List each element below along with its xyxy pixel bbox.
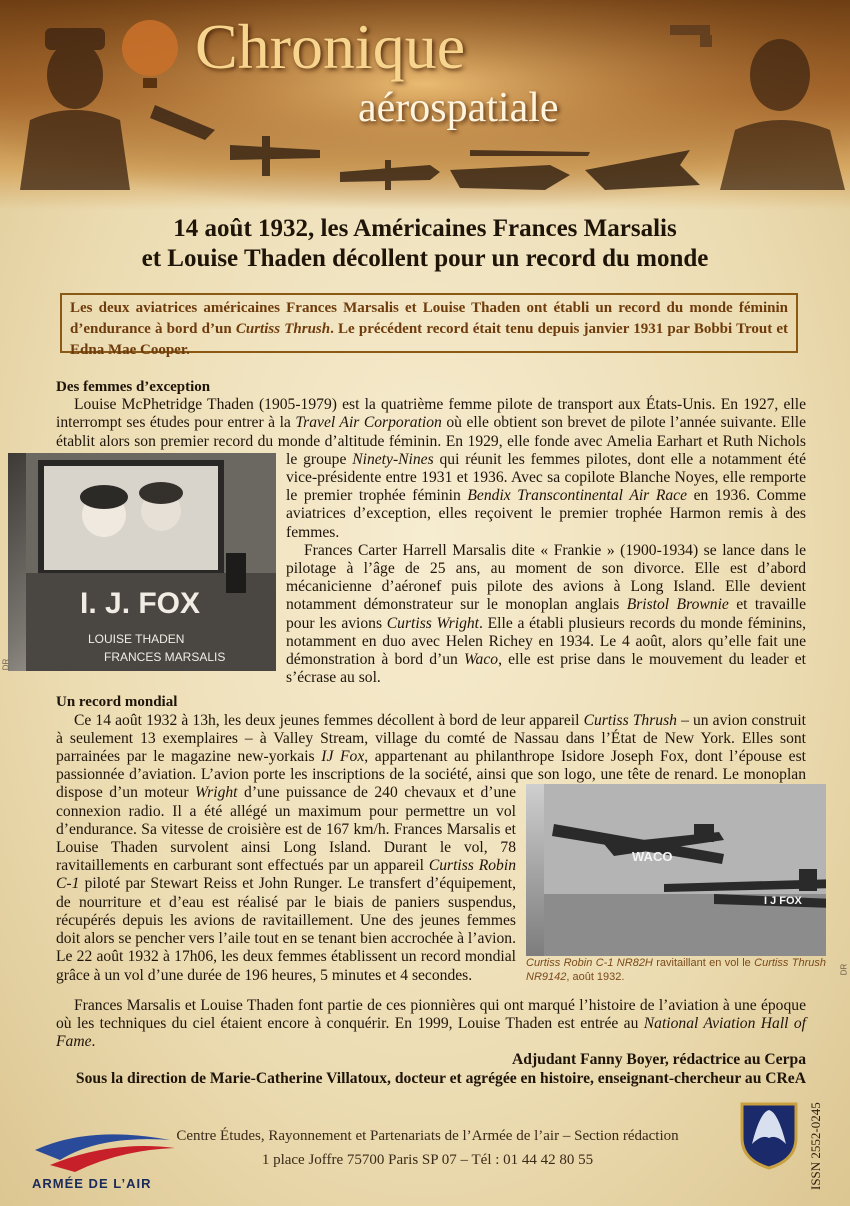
- paragraph-thaden-a: Louise McPhetridge Thaden (1905-1979) est la quatrième femme pilote de transport aux États-Unis. En 1927, elle interrompt ses études pour entrer à la Travel Air Corporation où elle obtient son brevet de pilote l’année suivante. Elle établit alors son premier record du monde d’altitude féminin. En 1929, elle fonde avec Amelia Earhart et Ruth Nichols le groupe I. J. FOX LOUISE THADEN FRANCES MARSALIS Ninety-Nines qui réunit les femmes pilotes, dont elle a notamment été vice-présidente entre 1931 et 1936. Avec sa copilote Blanche Noyes, elle remporte le premier trophée féminin Bendix Transcontinental Air Race en 1936. Comme aviatrices d’exception, elles reçoivent le premier trophée Harmon remis à des femmes.: [56, 396, 806, 542]
- lead-box: [60, 293, 798, 358]
- issn-number: ISSN 2552-0245: [808, 1102, 823, 1190]
- signature-direction: Sous la direction de Marie-Catherine Villatoux, docteur et agrégée en histoire, enseignant-chercheur au CReA: [75, 1069, 806, 1087]
- photo1-credit: DR: [1, 658, 11, 671]
- paragraph-conclusion: Frances Marsalis et Louise Thaden font partie de ces pionnières qui ont marqué l’histoire de l’aviation à une époque où les techniques du ciel étaient encore à conquérir. En 1999, Louise Thaden est entrée au National Aviation Hall of Fame.: [56, 996, 806, 1051]
- photo-aviatrices: [8, 453, 276, 671]
- section-title-1: Des femmes d’exception: [56, 379, 211, 395]
- section-title-2: Un record mondial: [56, 694, 178, 711]
- headline-line-2: et Louise Thaden décollent pour un record du monde: [141, 245, 709, 272]
- paragraph-record: Ce 14 août 1932 à 13h, les deux jeunes femmes décollent à bord de leur appareil Curtiss Thrush – un avion construit à seulement 13 exemplaires – à Valley Stream, village du comté de Nassau dans l’État de New York. Elles sont parrainées par le magazine new-yorkais IJ Fox, appartenant au philanthrope Isidore Joseph Fox, dont l’épouse est passionnée d’aviation. L’avion porte les inscriptions de la société, ainsi que son logo, une tête de renard. Le monoplan dispose d’un moteur WACO I J FOX Curtiss Robin C-1 NR82H ravitaillant en vol le Curtiss Thrush NR9142, août 1932. Wright d’une puissance de 240 chevaux et d’une connexion radio. Il a été allégé un maximum pour permettre un vol d’endurance. Sa vitesse de croisière est de 167 km/h. Frances Marsalis et Louise Thaden survolent ainsi Long Island. Durant le vol, 78 ravitaillements en carburant sont effectués par un appareil Curtiss Robin C-1 piloté par Stewart Reiss et John Runger. Le transfert d’équipement, de nourriture et d’eau est réalisé par le biais de paniers suspendus, récupérés depuis les avions de ravitaillement. Une des jeunes femmes doit alors se pencher vers l’aile tout en se tenant bien accrochée à l’avion. Le 22 août 1932 à 17h06, les deux femmes établissent un record mondial grâce à un vol d’une durée de 196 heures, 5 minutes et 4 secondes.: [56, 712, 806, 985]
- photo-refueling-drawing: [544, 784, 826, 956]
- lead-text-1: Les deux aviatrices américaines Frances Marsalis et Louise Thaden ont établi un record du monde féminin d’endurance à bord d’un: [70, 300, 788, 337]
- photo-refueling: [526, 784, 826, 956]
- footer-line-1: Centre Études, Rayonnement et Partenariats de l’Armée de l’air – Section rédaction: [176, 1128, 679, 1144]
- photo2-waco-label: WACO: [632, 849, 673, 865]
- header-banner: [0, 0, 850, 210]
- footer-address: [165, 1124, 690, 1172]
- armee-de-l-air-logo-icon: [30, 1120, 180, 1175]
- photo1-fox-label: I. J. FOX: [80, 586, 201, 620]
- photo-aviatrices-drawing: [26, 453, 276, 671]
- article-body: [56, 378, 826, 1088]
- lead-plane-name: Curtiss Thrush: [235, 321, 331, 337]
- photo-caption: Curtiss Robin C-1 NR82H ravitaillant en vol le Curtiss Thrush NR9142, août 1932.: [526, 957, 826, 984]
- photo1-thaden-label: LOUISE THADEN: [88, 631, 185, 646]
- paragraph-marsalis: Frances Carter Harrell Marsalis dite « Frankie » (1900-1934) se lance dans le pilotage à l’âge de 25 ans, au moment de son divorce. Elle est d’abord mécanicienne d’aéronef puis pilote des avions à Long Island. Elle devient notamment démonstrateur sur le monoplan anglais Bristol Brownie et travaille pour les avions Curtiss Wright. Elle a établi plusieurs records du monde féminins, notamment en duo avec Helen Richey en 1934. Le 4 août, alors qu’elle fait une démonstration à bord d’un Waco, elle est prise dans le mouvement du leader et s’écrase au sol.: [286, 541, 806, 687]
- article-headline: [60, 214, 790, 274]
- cerpa-badge-icon: [738, 1098, 800, 1170]
- lead-text-2: . Le précédent record était tenu depuis janvier 1931 par Bobbi Trout et Edna Mae Cooper.: [70, 321, 789, 358]
- signature-author: Adjudant Fanny Boyer, rédactrice au Cerpa: [512, 1051, 806, 1069]
- armee-de-l-air-logo-text: ARMÉE DE L’AIR: [32, 1176, 152, 1191]
- photo2-credit: DR: [839, 963, 849, 976]
- footer-line-2: 1 place Joffre 75700 Paris SP 07 – Tél : 01 44 42 80 55: [261, 1152, 594, 1168]
- magazine-subtitle: aérospatiale: [358, 85, 559, 131]
- photo-refueling-figure: [526, 784, 826, 984]
- headline-line-1: 14 août 1932, les Américaines Frances Marsalis: [173, 215, 677, 242]
- photo1-marsalis-label: FRANCES MARSALIS: [104, 649, 226, 664]
- magazine-title: Chronique: [195, 11, 466, 82]
- photo2-fox-label: I J FOX: [764, 895, 802, 908]
